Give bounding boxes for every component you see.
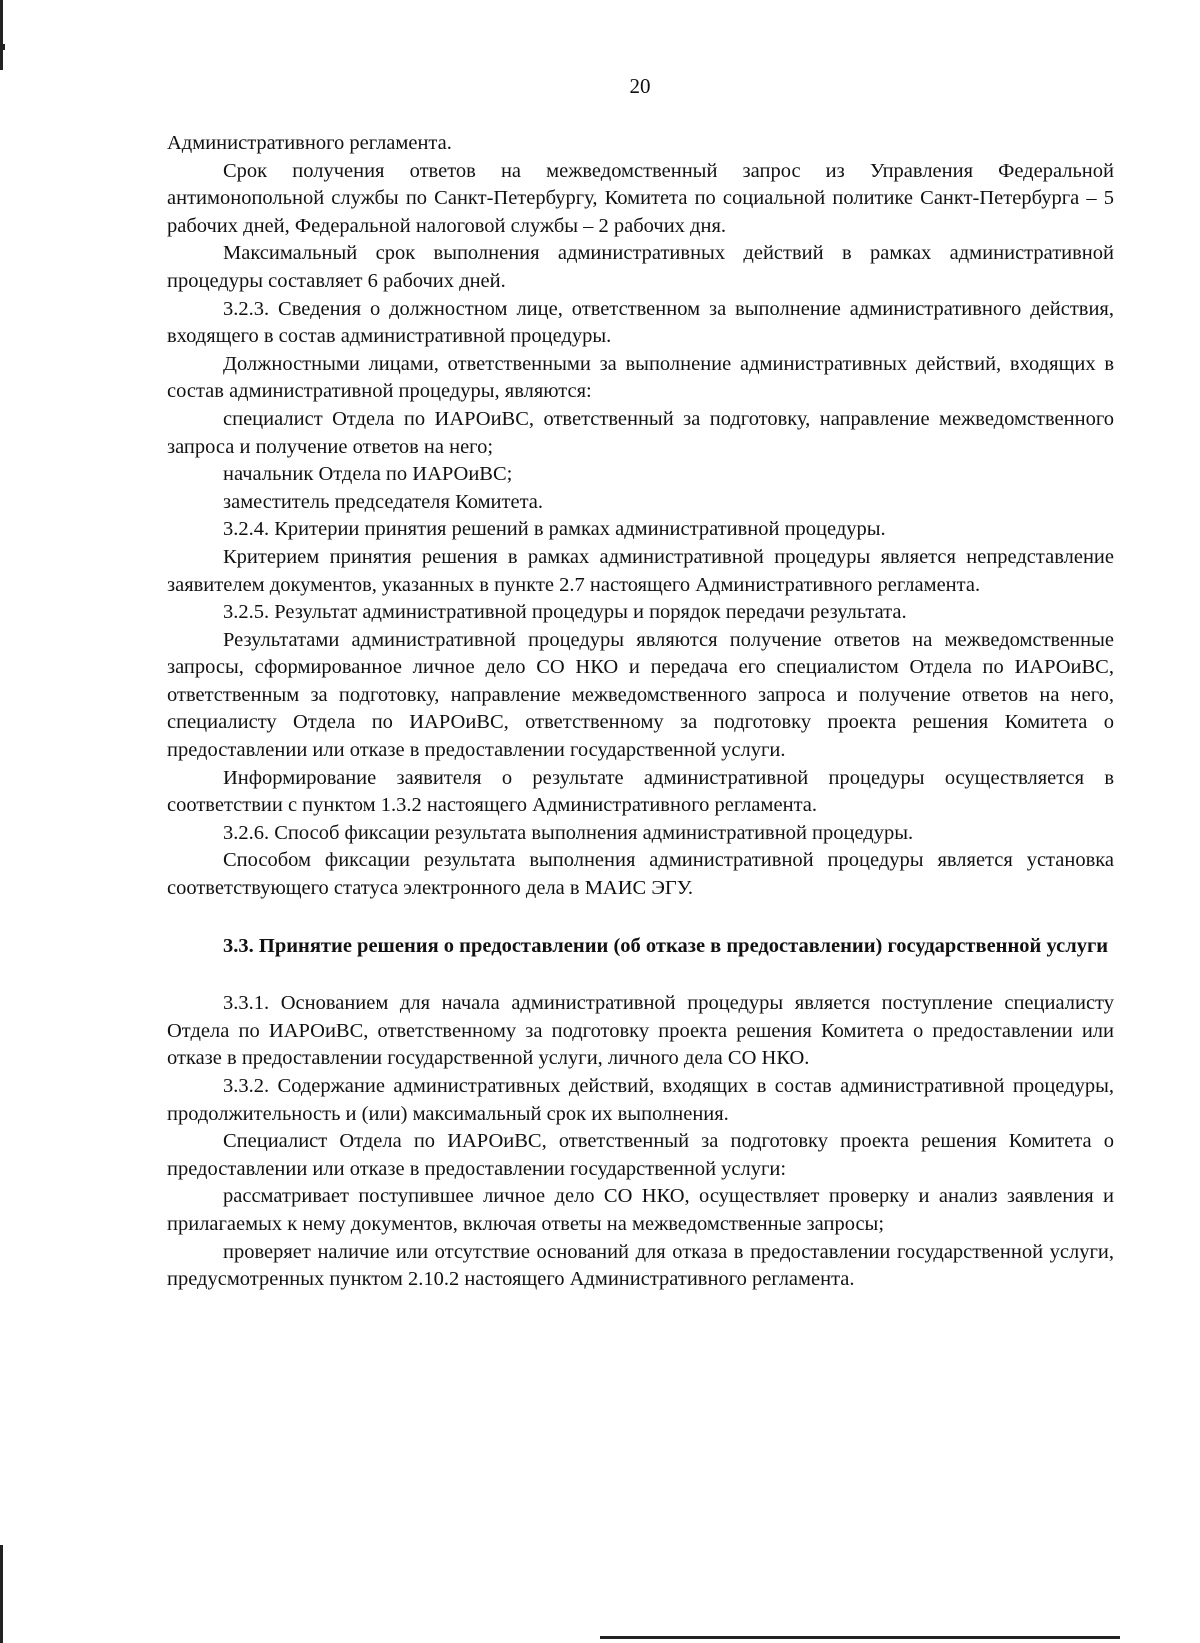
paragraph: 3.3.1. Основанием для начала административной процедуры является поступление специалисту Отдела по ИАРОиВС, ответственному за подготовку проекта решения Комитета о предоставлении или отказе в предоставлении государственной услуги, личного дела СО НКО. [167, 992, 1114, 1070]
scan-bottom-rule [600, 1636, 1120, 1639]
paragraph: 3.2.3. Сведения о должностном лице, ответственном за выполнение административного действия, входящего в состав административной процедуры. [167, 297, 1114, 348]
paragraph: начальник Отдела по ИАРОиВС; [223, 463, 513, 486]
paragraph: Административного регламента. [167, 132, 452, 154]
paragraph: 3.3.2. Содержание административных действий, входящих в состав административной процедуры, продолжительность и (или) максимальный срок их выполнения. [167, 1075, 1114, 1125]
spacer [167, 903, 1114, 933]
scan-edge-tick [0, 44, 5, 50]
paragraph: заместитель председателя Комитета. [223, 490, 544, 513]
paragraph: Специалист Отдела по ИАРОиВС, ответственный за подготовку проекта решения Комитета о предоставлении или отказе в предоставлении государственной услуги: [167, 1130, 1114, 1180]
paragraph: 3.2.4. Критерии принятия решений в рамках административной процедуры. [223, 518, 886, 541]
scan-edge-mark [0, 1545, 3, 1643]
page-number: 20 [629, 74, 651, 98]
paragraph: Должностными лицами, ответственными за выполнение административных действий, входящих в состав административной процедуры, являются: [167, 352, 1114, 403]
paragraph: 3.2.5. Результат административной процедуры и порядок передачи результата. [223, 601, 907, 624]
paragraph: Способом фиксации результата выполнения административной процедуры является установка соответствующего статуса электронного дела в МАИС ЭГУ. [167, 849, 1114, 900]
section-heading: 3.3. Принятие решения о предоставлении (об отказе в предоставлении) государственной услуги [223, 934, 1109, 957]
paragraph: Максимальный срок выполнения административных действий в рамках административной процедуры составляет 6 рабочих дней. [167, 242, 1114, 292]
spacer [167, 960, 1114, 990]
paragraph: специалист Отдела по ИАРОиВС, ответственный за подготовку, направление межведомственного запроса и получение ответов на него; [167, 407, 1114, 458]
document-body [167, 130, 1114, 1294]
paragraph: проверяет наличие или отсутствие оснований для отказа в предоставлении государственной услуги, предусмотренных пунктом 2.10.2 настоящего Административного регламента. [167, 1240, 1114, 1291]
paragraph: рассматривает поступившее личное дело СО НКО, осуществляет проверку и анализ заявления и прилагаемых к нему документов, включая ответы на межведомственные запросы; [167, 1185, 1114, 1235]
paragraph: Срок получения ответов на межведомственный запрос из Управления Федеральной антимонопольной службы по Санкт-Петербургу, Комитета по социальной политике Санкт-Петербурга – 5 рабочих дней, Федеральной налоговой службы – 2 рабочих дня. [167, 159, 1114, 237]
paragraph: Информирование заявителя о результате административной процедуры осуществляется в соответствии с пунктом 1.3.2 настоящего Административного регламента. [167, 766, 1114, 817]
scan-edge-mark [0, 0, 3, 70]
paragraph: Результатами административной процедуры являются получение ответов на межведомственные запросы, сформированное личное дело СО НКО и передача его специалистом Отдела по ИАРОиВС, ответственным за подготовку, направление межведомственного запроса и получение ответов на него, специалисту Отдела по ИАРОиВС, ответственному за подготовку проекта решения Комитета о предоставлении или отказе в предоставлении государственной услуги. [167, 628, 1114, 762]
paragraph: Критерием принятия решения в рамках административной процедуры является непредставление заявителем документов, указанных в пункте 2.7 настоящего Административного регламента. [167, 545, 1114, 596]
paragraph: 3.2.6. Способ фиксации результата выполнения административной процедуры. [223, 821, 914, 844]
